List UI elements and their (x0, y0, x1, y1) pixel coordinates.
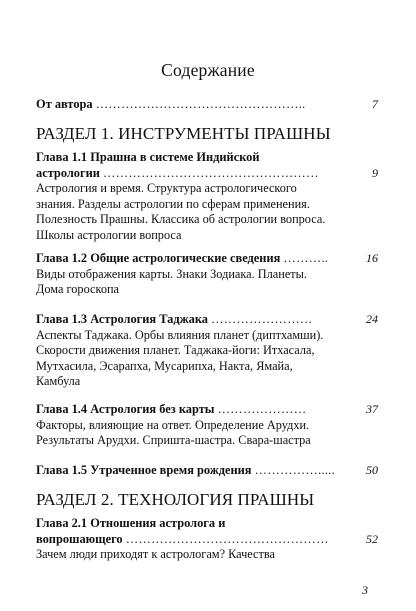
page-number: 37 (366, 402, 378, 416)
chapter-description-line: знания. Разделы астрологии по сферам применения. (36, 196, 310, 211)
dot-leader: ……………..... (254, 463, 336, 477)
toc-entry-chapter-1-1 (36, 150, 378, 243)
dot-leader: ………………………………………… (125, 531, 329, 546)
chapter-title-line-1 (36, 516, 378, 532)
chapter-title-line-2 (36, 166, 378, 182)
toc-entry-title: Глава 1.5 Утраченное время рождения (36, 463, 252, 477)
toc-entry-title: Глава 1.4 Астрология без карты (36, 402, 215, 416)
section-heading-2: РАЗДЕЛ 2. ТЕХНОЛОГИЯ ПРАШНЫ (36, 490, 315, 509)
chapter-description-line: Результаты Арудхи. Спришта-шастра. Свара-шастра (36, 433, 311, 447)
chapter-description-line: Факторы, влияющие на ответ. Определение Арудхи. (36, 417, 310, 432)
chapter-title-line (36, 402, 378, 418)
toc-entry-title-cont: вопрошающего (36, 531, 123, 546)
dot-leader: ………………… (217, 402, 307, 416)
toc-entry-chapter-2-1 (36, 516, 378, 563)
toc-entry-title: Глава 1.1 Прашна в системе Индийской (36, 150, 260, 164)
dot-leader: …………………… (211, 312, 313, 326)
chapter-description-line: Мутхасила, Эсарапха, Мусарипха, Накта, Ямайа, (36, 358, 293, 373)
dot-leader: ………………………………………….. (95, 97, 306, 111)
chapter-title-line-1 (36, 150, 378, 166)
toc-entry-chapter-1-2 (36, 251, 378, 298)
chapter-description-line: Дома гороскопа (36, 282, 120, 296)
chapter-description-line: Астрология и время. Структура астрологического (36, 181, 297, 195)
chapter-description-line: Скорости движения планет. Таджака-йоги: Итхасала, (36, 343, 315, 357)
page-number: 24 (366, 312, 378, 326)
toc-entry-title: Глава 1.3 Астрология Таджака (36, 312, 208, 326)
toc-entry-chapter-1-3 (36, 312, 378, 390)
page-folio-number: 3 (362, 583, 368, 597)
chapter-title-line-2 (36, 532, 378, 548)
chapter-description-line: Зачем люди приходят к астрологам? Качества (36, 547, 275, 561)
page-number: 9 (372, 165, 378, 180)
section-heading-1: РАЗДЕЛ 1. ИНСТРУМЕНТЫ ПРАШНЫ (36, 124, 331, 143)
toc-entry-title: От автора (36, 97, 93, 111)
dot-leader: ……….. (283, 251, 329, 265)
toc-entry-chapter-1-5 (36, 463, 378, 479)
page-number: 7 (372, 97, 378, 111)
toc-entry-chapter-1-4 (36, 402, 378, 449)
page-number: 50 (366, 463, 378, 477)
dot-leader: …………………………………………… (103, 165, 319, 180)
chapter-title-line (36, 251, 378, 267)
page-title: Содержание (161, 60, 255, 80)
chapter-title-line (36, 312, 378, 328)
toc-entry-author (36, 97, 378, 113)
toc-entry-title-cont: астрологии (36, 165, 100, 180)
chapter-description-line: Виды отображения карты. Знаки Зодиака. Планеты. (36, 266, 307, 281)
chapter-description-line: Школы астрологии вопроса (36, 227, 182, 242)
chapter-description-line: Камбула (36, 374, 81, 388)
toc-entry-title: Глава 2.1 Отношения астролога и (36, 516, 226, 530)
toc-entry-author-head (36, 97, 378, 113)
page-number: 16 (366, 251, 378, 265)
chapter-title-line (36, 463, 378, 479)
chapter-description-line: Полезность Прашны. Классика об астрологии вопроса. (36, 212, 326, 226)
page-number: 52 (366, 531, 378, 546)
chapter-description-line: Аспекты Таджака. Орбы влияния планет (диптхамши). (36, 327, 324, 342)
toc-entry-title: Глава 1.2 Общие астрологические сведения (36, 251, 281, 265)
